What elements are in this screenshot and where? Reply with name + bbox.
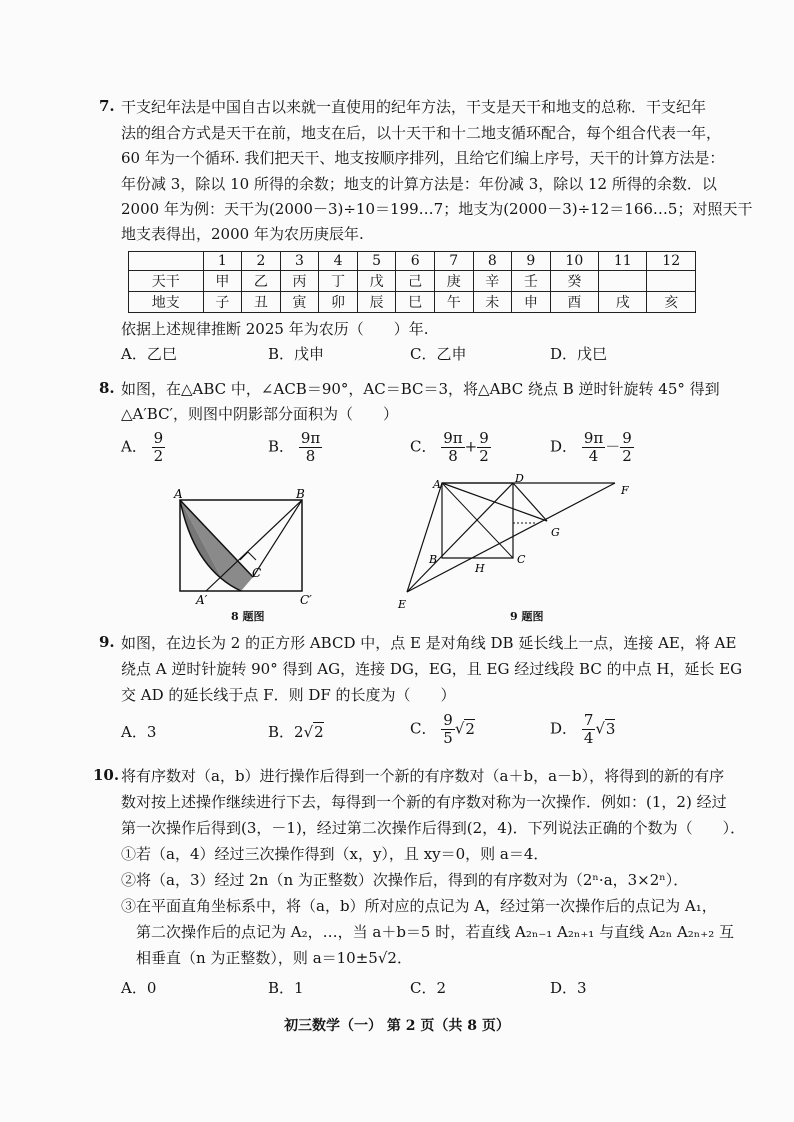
q10-text-line: 第二次操作后的点记为 A₂，…，当 a＋b＝5 时，若直线 A₂ₙ₋₁ A₂ₙ₊₁ 与直线 A₂ₙ A₂ₙ₊₂ 互 xyxy=(136,923,734,941)
q10-text-line: 数对按上述操作继续进行下去，每得到一个新的有序数对称为一次操作．例如：(1，2) 经过 xyxy=(121,793,727,811)
radicand: 3 xyxy=(605,719,616,738)
option-label: D． xyxy=(550,437,578,456)
q9-option-a: A．3 xyxy=(121,723,157,741)
label-g: G xyxy=(551,526,560,539)
denominator: 8 xyxy=(305,447,316,465)
label-f: F xyxy=(621,484,629,497)
q9-text-line: 如图，在边长为 2 的正方形 ABCD 中，点 E 是对角线 DB 延长线上一点，连接 AE，将 AE xyxy=(121,634,737,652)
numerator: 9π xyxy=(583,429,604,447)
fraction xyxy=(582,430,605,465)
table-cell: 天干 xyxy=(129,271,204,292)
table-cell: 子 xyxy=(203,292,242,313)
q7-option-a: A．乙巳 xyxy=(121,345,177,363)
label-e: E xyxy=(398,598,407,611)
denominator: 4 xyxy=(583,729,594,747)
q7-option-c: C．乙申 xyxy=(410,345,467,363)
table-cell: 1 xyxy=(203,252,242,271)
label-d: D xyxy=(515,474,524,485)
table-cell: 乙 xyxy=(242,271,281,292)
q9-text-line: 交 AD 的延长线于点 F．则 DF 的长度为（ ） xyxy=(121,686,456,704)
radicand: 2 xyxy=(465,719,475,738)
coefficient: 2 xyxy=(294,723,304,741)
table-cell: 巳 xyxy=(396,292,435,313)
table-cell: 2 xyxy=(242,252,281,271)
diagonal-de xyxy=(407,483,513,592)
operator: + xyxy=(464,437,478,456)
q10-option-b: B．1 xyxy=(268,979,304,997)
q10-text-line: 相垂直（n 为正整数），则 a＝10±5√2． xyxy=(136,949,412,967)
fraction xyxy=(441,430,464,465)
q10-statement-1: ①若（a，4）经过三次操作得到（x，y），且 xy＝0，则 a＝4． xyxy=(121,845,549,863)
table-cell: 辛 xyxy=(473,271,512,292)
q9-option-d: D． $\frac{7}{4}$ √3 xyxy=(550,711,616,747)
fraction xyxy=(152,430,166,465)
table-cell: 6 xyxy=(396,252,435,271)
q7-option-b: B．戊申 xyxy=(268,345,325,363)
fraction xyxy=(477,430,491,465)
q7-text-line: 年份减 3，除以 10 所得的余数；地支的计算方法是：年份减 3，除以 12 所得的余数．以 xyxy=(121,175,717,193)
denominator: 4 xyxy=(588,447,599,465)
page-footer: 初三数学（一） 第 2 页（共 8 页） xyxy=(284,1018,510,1034)
table-cell xyxy=(599,271,647,292)
figure-8 xyxy=(168,484,328,614)
label-c: C xyxy=(252,566,262,580)
q9-option-c: C． $\frac{9}{5}$ √2 xyxy=(410,711,475,747)
table-cell: 申 xyxy=(512,292,551,313)
q8-option-b xyxy=(268,430,322,465)
table-cell: 3 xyxy=(280,252,319,271)
table-cell: 10 xyxy=(550,252,598,271)
table-cell: 8 xyxy=(473,252,512,271)
q8-text-line: △A′BC′，则图中阴影部分面积为（ ） xyxy=(121,405,398,423)
table-cell: 地支 xyxy=(129,292,204,313)
ganzhi-table xyxy=(128,251,696,313)
table-cell xyxy=(129,252,204,271)
q8-option-a xyxy=(121,430,165,465)
denominator: 2 xyxy=(479,447,489,465)
table-cell: 寅 xyxy=(280,292,319,313)
table-cell: 酉 xyxy=(550,292,598,313)
question-9-number: 9. xyxy=(99,633,115,651)
table-cell: 午 xyxy=(434,292,473,313)
label-c-prime: C′ xyxy=(300,593,312,607)
label-a: A xyxy=(174,487,183,501)
fraction xyxy=(441,712,455,747)
table-cell: 4 xyxy=(319,252,358,271)
option-label: A． xyxy=(121,437,147,456)
table-cell: 丙 xyxy=(280,271,319,292)
q10-text-line: 第一次操作后得到(3，－1)，经过第二次操作后得到(2，4)．下列说法正确的个数为（ ）． xyxy=(121,819,746,837)
fraction xyxy=(299,430,322,465)
numerator: 9 xyxy=(153,429,164,447)
numerator: 9 xyxy=(479,429,489,447)
option-label: B． xyxy=(268,723,295,741)
table-cell: 11 xyxy=(599,252,647,271)
radicand: 2 xyxy=(314,723,324,741)
table-row xyxy=(129,271,696,292)
question-8-number: 8. xyxy=(99,379,115,397)
option-label: C． xyxy=(410,719,437,738)
q7-text-line: 2000 年为例：天干为(2000－3)÷10＝199…7；地支为(2000－3)÷12＝166…5；对照天干 xyxy=(121,200,753,218)
table-cell: 12 xyxy=(647,252,696,271)
segment-ef xyxy=(407,483,615,592)
table-row xyxy=(129,292,696,313)
q7-text-line: 法的组合方式是天干在前，地支在后，以十天干和十二地支循环配合，每个组合代表一年， xyxy=(121,124,722,142)
figure-9-caption: 9 题图 xyxy=(510,610,544,623)
table-cell: 戊 xyxy=(357,271,396,292)
q7-text-line: 地支表得出，2000 年为农历庚辰年. xyxy=(121,225,364,243)
denominator: 2 xyxy=(153,447,164,465)
numerator: 9 xyxy=(622,429,632,447)
table-cell: 庚 xyxy=(434,271,473,292)
q8-text-line: 如图，在△ABC 中，∠ACB＝90°，AC＝BC＝3，将△ABC 绕点 B 逆时针旋转 45° 得到 xyxy=(121,380,720,398)
table-cell: 卯 xyxy=(319,292,358,313)
option-label: C． xyxy=(410,437,437,456)
denominator: 2 xyxy=(622,447,632,465)
question-7-number: 7. xyxy=(99,97,115,115)
table-cell: 9 xyxy=(512,252,551,271)
q10-option-c: C．2 xyxy=(410,979,447,997)
question-10-number: 10. xyxy=(93,766,120,784)
fraction xyxy=(620,430,634,465)
table-cell: 己 xyxy=(396,271,435,292)
table-cell: 辰 xyxy=(357,292,396,313)
q8-option-d xyxy=(550,430,634,465)
q9-text-line: 绕点 A 逆时针旋转 90° 得到 AG，连接 DG，EG，且 EG 经过线段 BC 的中点 H，延长 EG xyxy=(121,660,743,678)
table-cell xyxy=(647,271,696,292)
denominator: 5 xyxy=(443,729,453,747)
label-c: C xyxy=(517,553,526,566)
q10-option-d: D．3 xyxy=(550,979,587,997)
figure-8-caption: 8 题图 xyxy=(231,610,265,623)
numerator: 7 xyxy=(583,711,594,729)
table-cell: 亥 xyxy=(647,292,696,313)
label-b: B xyxy=(429,553,438,566)
operator: － xyxy=(605,437,621,456)
denominator: 8 xyxy=(448,447,458,465)
q10-statement-3: ③在平面直角坐标系中，将（a，b）所对应的点记为 A，经过第一次操作后的点记为 A₁， xyxy=(121,897,717,915)
figure-9 xyxy=(395,474,640,614)
table-cell: 壬 xyxy=(512,271,551,292)
label-a: A xyxy=(433,478,441,491)
table-cell: 未 xyxy=(473,292,512,313)
q10-text-line: 将有序数对（a，b）进行操作后得到一个新的有序数对（a＋b，a－b），将得到的新的有序 xyxy=(121,767,725,785)
segment-ae xyxy=(407,483,442,592)
numerator: 9 xyxy=(443,711,453,729)
numerator: 9π xyxy=(300,429,321,447)
option-label: D． xyxy=(550,719,578,738)
table-cell: 癸 xyxy=(550,271,598,292)
table-cell: 甲 xyxy=(203,271,242,292)
q9-option-b: B．2√2 xyxy=(268,723,324,741)
q7-text-line: 60 年为一个循环. 我们把天干、地支按顺序排列，且给它们编上序号，天干的计算方法是： xyxy=(121,149,725,167)
table-cell: 5 xyxy=(357,252,396,271)
table-cell: 丁 xyxy=(319,271,358,292)
label-a-prime: A′ xyxy=(196,593,208,607)
table-cell: 戌 xyxy=(599,292,647,313)
label-h: H xyxy=(475,562,485,575)
table-cell: 丑 xyxy=(242,292,281,313)
option-label: B． xyxy=(268,437,295,456)
q7-question: 依据上述规律推断 2025 年为农历（ ）年. xyxy=(121,320,429,338)
q7-option-d: D．戊巳 xyxy=(550,345,608,363)
q10-option-a: A．0 xyxy=(121,979,157,997)
table-row xyxy=(129,252,696,271)
label-b: B xyxy=(296,487,305,501)
q10-statement-2: ②将（a，3）经过 2n（n 为正整数）次操作后，得到的有序数对为（2ⁿ·a，3×2ⁿ）． xyxy=(121,871,689,889)
fraction xyxy=(582,712,596,747)
numerator: 9π xyxy=(443,429,463,447)
q7-text-line: 干支纪年法是中国自古以来就一直使用的纪年方法，干支是天干和地支的总称．干支纪年 xyxy=(121,98,707,116)
q8-option-c xyxy=(410,430,491,465)
table-cell: 7 xyxy=(434,252,473,271)
shaded-region xyxy=(180,500,253,591)
